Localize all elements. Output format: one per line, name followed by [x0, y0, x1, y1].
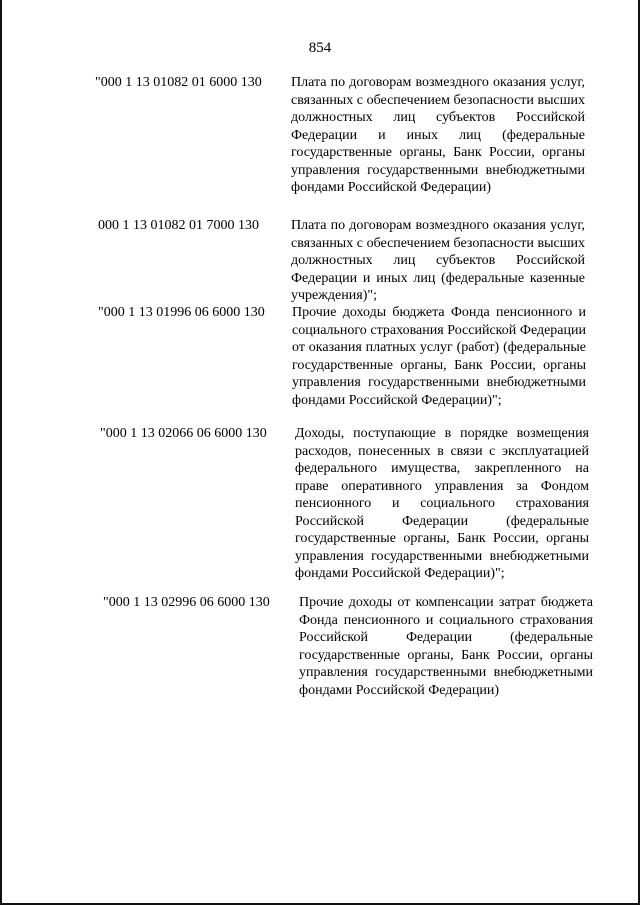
entry-code: "000 1 13 02996 06 6000 130 — [103, 595, 270, 610]
entry-code: "000 1 13 02066 06 6000 130 — [100, 426, 267, 441]
entry-description: Прочие доходы бюджета Фонда пенсионного и социального страхования Российской Федерации от оказания платных услуг (работ) (федеральные государственные органы, Банк России, органы управления государственными внебюджетными фондами Российской Федерации)"; — [292, 305, 586, 408]
entry-description: Прочие доходы от компенсации затрат бюджета Фонда пенсионного и социального страхования Российской Федерации (федеральные государственные органы, Банк России, органы управления государственными внебюджетными фондами Российской Федерации) — [299, 595, 593, 698]
entry-description: Плата по договорам возмездного оказания услуг, связанных с обеспечением безопасности высших должностных лиц субъектов Российской Федерации и иных лиц (федеральные казенные учреждения)"; — [291, 218, 585, 303]
entry-description: Доходы, поступающие в порядке возмещения расходов, понесенных в связи с эксплуатацией федерального имущества, закрепленного на праве оперативного управления за Фондом пенсионного и социального страхования Российской Федерации (федеральные государственные органы, Банк России, органы управления государственными внебюджетными фондами Российской Федерации)"; — [295, 426, 589, 581]
entry-code: "000 1 13 01082 01 6000 130 — [95, 75, 262, 90]
entry-description: Плата по договорам возмездного оказания услуг, связанных с обеспечением безопасности высших должностных лиц субъектов Российской Федерации и иных лиц (федеральные государственные органы, Банк России, органы управления государственными внебюджетными фондами Российской Федерации) — [291, 75, 585, 195]
entry-code: 000 1 13 01082 01 7000 130 — [98, 218, 259, 233]
entry-code: "000 1 13 01996 06 6000 130 — [98, 305, 265, 320]
page-number: 854 — [308, 40, 332, 56]
